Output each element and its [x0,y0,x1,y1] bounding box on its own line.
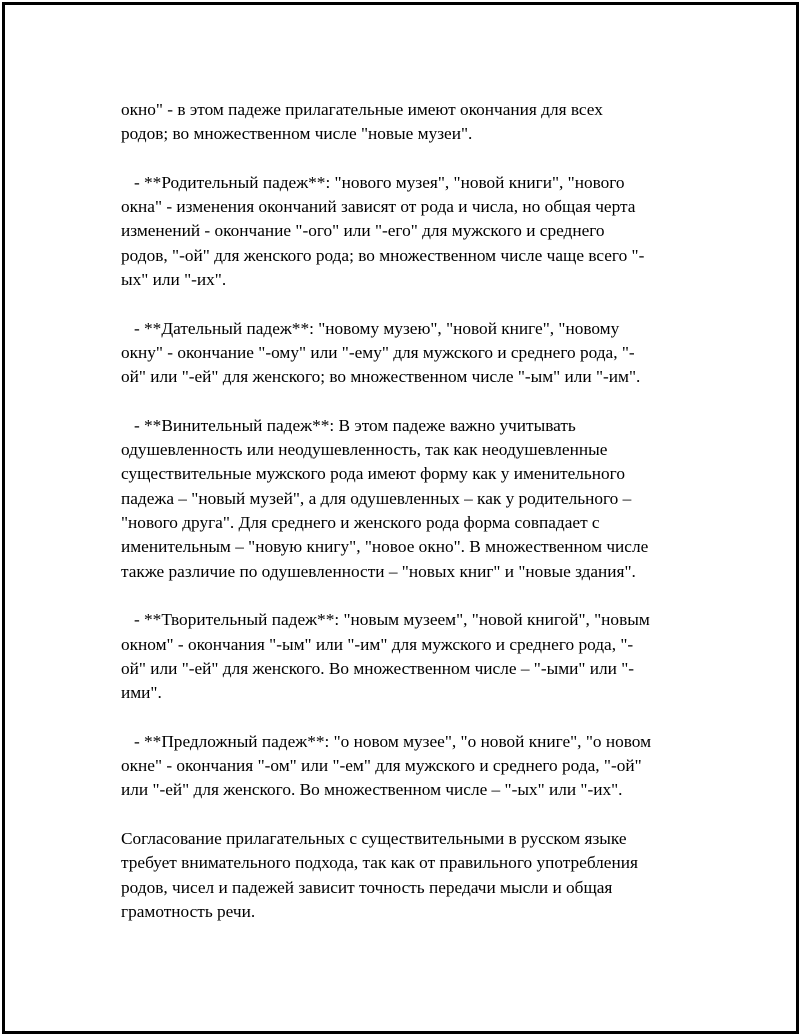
text-line: окну" - окончание "-ому" или "-ему" для мужского и среднего рода, "- [121,342,635,362]
text-line: родов, чисел и падежей зависит точность передачи мысли и общая [121,877,613,897]
text-line: Согласование прилагательных с существительными в русском языке [121,828,627,848]
text-line: ых" или "-их". [121,270,227,290]
text-line: или "-ей" для женского. Во множественном числе – "-ых" или "-их". [121,780,623,800]
text-line: родов, "-ой" для женского рода; во множественном числе чаще всего "- [121,245,645,265]
text-line: грамотность речи. [121,901,256,921]
text-line: ими". [121,683,162,703]
text-line: родов; во множественном числе "новые музеи". [121,124,473,144]
paragraph-gap [121,803,701,827]
paragraph-gap [121,147,701,171]
paragraph-gap [121,584,701,608]
text-line: ой" или "-ей" для женского; во множественном числе "-ым" или "-им". [121,367,641,387]
text-line: падежа – "новый музей", а для одушевленных – как у родительного – [121,488,632,508]
document-body [121,98,701,924]
paragraph-prepositional [121,730,701,803]
paragraph-gap [121,390,701,414]
paragraph-instrumental [121,608,701,705]
text-line: одушевленность или неодушевленность, так как неодушевленные [121,440,608,460]
text-line: также различие по одушевленности – "новых книг" и "новые здания". [121,561,636,581]
paragraph-accusative [121,414,701,584]
paragraph-gap [121,292,701,316]
page-frame [2,2,799,1034]
text-line: изменений - окончание "-ого" или "-его" для мужского и среднего [121,221,605,241]
paragraph-genitive [121,171,701,292]
paragraph-dative [121,317,701,390]
paragraph-gap [121,705,701,729]
text-line: - **Винительный падеж**: В этом падеже важно учитывать [121,415,576,435]
paragraph [121,98,701,147]
paragraph-conclusion [121,827,701,924]
text-line: требует внимательного подхода, так как от правильного употребления [121,853,638,873]
text-line: - **Предложный падеж**: "о новом музее", "о новой книге", "о новом [121,731,652,751]
text-line: окне" - окончания "-ом" или "-ем" для мужского и среднего рода, "-ой" [121,756,642,776]
text-line: существительные мужского рода имеют форму как у именительного [121,464,625,484]
text-line: окна" - изменения окончаний зависят от рода и числа, но общая черта [121,197,636,217]
text-line: именительным – "новую книгу", "новое окно". В множественном числе [121,537,649,557]
text-line: - **Родительный падеж**: "нового музея", "новой книги", "нового [121,172,625,192]
text-line: "нового друга". Для среднего и женского рода форма совпадает с [121,513,600,533]
text-line: - **Дательный падеж**: "новому музею", "новой книге", "новому [121,318,620,338]
text-line: ой" или "-ей" для женского. Во множественном числе – "-ыми" или "- [121,658,635,678]
text-line: окно" - в этом падеже прилагательные имеют окончания для всех [121,100,603,119]
text-line: окном" - окончания "-ым" или "-им" для мужского и среднего рода, "- [121,634,634,654]
text-line: - **Творительный падеж**: "новым музеем", "новой книгой", "новым [121,610,650,630]
